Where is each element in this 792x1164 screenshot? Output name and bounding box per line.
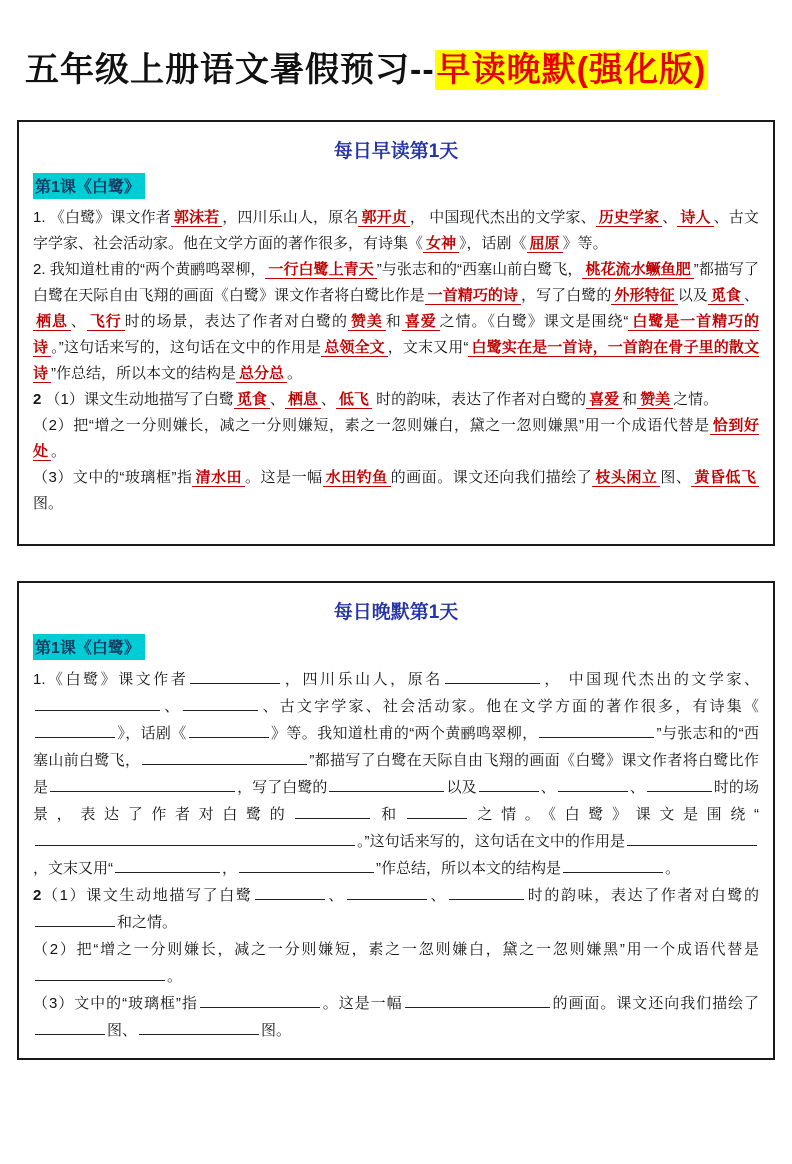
paragraph [33, 936, 759, 990]
blank-line [190, 668, 280, 684]
answer-text: 白鹭实在是一首诗，一首韵在骨子里的散文诗 [33, 339, 759, 382]
text-run: 、 [326, 887, 345, 904]
paragraph [33, 882, 759, 936]
text-run: 》等。 [562, 235, 608, 252]
text-run: ，写了白鹭的 [237, 779, 328, 796]
page-title [25, 42, 768, 91]
text-run: ，四川乐山人，原名 [222, 209, 359, 226]
blank-line [35, 695, 160, 711]
text-run: （3）文中的“玻璃框”指 [33, 469, 193, 486]
text-run: （1）课文生动地描写了白鹭 [41, 887, 253, 904]
lesson-tag: 第1课《白鹭》 [33, 173, 145, 199]
text-run: 、 [269, 391, 285, 408]
text-run: 。”这句话来写的，这句话在文中的作用是 [357, 833, 625, 850]
text-run: 。 [167, 968, 183, 985]
blank-line [329, 776, 444, 792]
text-run: ”都描写了白鹭在天际自由飞翔的画面《白鹭》课文作者将白鹭比作是 [33, 752, 759, 796]
text-run: 。 [665, 860, 681, 877]
answer-text: 赞美 [348, 313, 386, 331]
answer-text: 郭开贞 [358, 209, 409, 227]
text-run: 、 [70, 313, 87, 330]
paragraph [33, 387, 759, 413]
morning-reading-card [17, 120, 775, 546]
text-run: 以及 [446, 779, 477, 796]
answer-text: 觅食 [234, 391, 270, 409]
blank-line [35, 830, 355, 846]
text-run: 的画面。课文还向我们描绘了 [390, 469, 593, 486]
text-run: 图。 [33, 495, 64, 512]
text-run: 时的场景，表达了作者对白鹭的 [124, 313, 348, 330]
paragraph [33, 465, 759, 517]
text-run: （2）把“增之一分则嫌长，减之一分则嫌短，素之一忽则嫌白，黛之一忽则嫌黑”用一个成语代替是 [33, 941, 759, 958]
text-run: ”都描写了白鹭在天际自由飞翔的画面《白鹭》课文作者将白鹭比作是 [33, 261, 759, 304]
text-run: 、 [743, 287, 759, 304]
card-header-evening: 每日晚默第1天 [333, 602, 459, 623]
text-run: ，写了白鹭的 [521, 287, 612, 304]
item-number: 2 [33, 391, 42, 408]
answer-text: 郭沫若 [171, 209, 222, 227]
morning-content [33, 205, 759, 517]
paragraph [33, 413, 759, 465]
text-run: 和 [622, 391, 638, 408]
text-run: ”作总结，所以本文的结构是 [376, 860, 562, 877]
text-run: 和 [372, 806, 405, 823]
text-run: 、 [662, 209, 678, 226]
answer-text: 水田钓鱼 [323, 469, 391, 487]
blank-line [189, 722, 269, 738]
card-header-morning: 每日早读第1天 [333, 141, 459, 162]
text-run: 、古文字学家、社会活动家。他在文学方面的著作很多，有诗集《 [33, 209, 759, 252]
text-run: ，文末又用“ [387, 339, 469, 356]
text-run: 时的韵味，表达了作者对白鹭的 [371, 391, 587, 408]
text-run: 的画面。课文还向我们描绘了 [551, 995, 759, 1012]
text-run: ”与张志和的“西塞山前白鹭飞， [33, 725, 759, 769]
paragraph [33, 990, 759, 1044]
answer-text: 历史学家 [596, 209, 663, 227]
text-run: （2）把“增之一分则嫌长，减之一分则嫌短，素之一忽则嫌白，黛之一忽则嫌黑”用一个成语代替是 [33, 417, 710, 434]
text-run: 、 [540, 779, 556, 796]
text-run: ，文末又用“ [33, 860, 113, 877]
text-run: 时的韵味，表达了作者对白鹭的 [526, 887, 759, 904]
blank-line [558, 776, 628, 792]
blank-line [295, 803, 370, 819]
answer-text: 喜爱 [402, 313, 440, 331]
text-run: 、 [320, 391, 336, 408]
blank-line [627, 830, 757, 846]
blank-line [139, 1019, 259, 1035]
blank-line [445, 668, 540, 684]
text-run: 。这是一幅 [245, 469, 323, 486]
answer-text: 飞行 [87, 313, 125, 331]
answer-text: 清水田 [192, 469, 245, 487]
blank-line [407, 803, 467, 819]
text-run: 和之情。 [117, 914, 178, 931]
answer-text: 总分总 [236, 365, 287, 383]
blank-line [50, 776, 235, 792]
text-run: 1.《白鹭》课文作者 [33, 671, 189, 688]
text-run: ”作总结，所以本文的结构是 [51, 365, 237, 382]
text-run: 、 [428, 887, 448, 904]
text-run: 》，话剧《 [117, 725, 187, 742]
answer-text: 恰到好处 [33, 417, 759, 460]
text-run: 之情。《白鹭》课文是围绕“ [439, 313, 629, 330]
blank-line [35, 722, 115, 738]
answer-text: 桃花流水鳜鱼肥 [582, 261, 693, 279]
text-run: 图、 [107, 1022, 138, 1039]
item-number: 2 [33, 887, 42, 904]
paragraph [33, 666, 759, 882]
text-run: 。 [287, 365, 303, 382]
text-run: ”与张志和的“西塞山前白鹭飞， [376, 261, 583, 278]
blank-line [35, 965, 165, 981]
evening-dictation-card [17, 581, 775, 1060]
answer-text: 总领全文 [321, 339, 388, 357]
text-run: ， [222, 860, 238, 877]
text-run: 之情。 [673, 391, 719, 408]
text-run: 2. 我知道杜甫的“两个黄鹂鸣翠柳， [33, 261, 266, 278]
text-run: 时的场景，表达了作者对白鹭的 [33, 779, 759, 823]
text-run: （3）文中的“玻璃框”指 [33, 995, 198, 1012]
paragraph [33, 257, 759, 387]
text-run: ，四川乐山人，原名 [282, 671, 443, 688]
text-run: 》，话剧《 [459, 235, 527, 252]
blank-line [255, 884, 325, 900]
answer-text: 一首精巧的诗 [425, 287, 521, 305]
blank-line [35, 1019, 105, 1035]
answer-text: 栖息 [285, 391, 321, 409]
lesson-tag: 第1课《白鹭》 [33, 634, 145, 660]
text-run: （1）课文生动地描写了白鹭 [41, 391, 234, 408]
blank-line [183, 695, 258, 711]
blank-line [200, 992, 320, 1008]
text-run: 。”这句话来写的，这句话在文中的作用是 [51, 339, 322, 356]
blank-line [115, 857, 220, 873]
text-run: 。这是一幅 [321, 995, 403, 1012]
text-run: 以及 [677, 287, 708, 304]
answer-text: 外形特征 [611, 287, 677, 305]
blank-line [449, 884, 524, 900]
blank-line [142, 749, 307, 765]
text-run: 》等。我知道杜甫的“两个黄鹂鸣翠柳， [270, 725, 538, 742]
blank-line [479, 776, 539, 792]
answer-text: 一行白鹭上青天 [265, 261, 376, 279]
answer-text: 觅食 [708, 287, 744, 305]
text-run: 、 [162, 698, 182, 715]
answer-text: 白鹭是一首精巧的诗 [33, 313, 759, 356]
text-run: 。 [51, 443, 67, 460]
answer-text: 赞美 [637, 391, 673, 409]
answer-text: 枝头闲立 [592, 469, 660, 487]
answer-text: 黄昏低飞 [691, 469, 759, 487]
page-title-highlight: 早读晚默(强化版) [436, 51, 707, 89]
blank-line [539, 722, 654, 738]
paragraph [33, 205, 759, 257]
text-run: 图。 [261, 1022, 292, 1039]
text-run: 图、 [660, 469, 692, 486]
text-run: 、 [629, 779, 645, 796]
answer-text: 喜爱 [586, 391, 622, 409]
text-run: 和 [385, 313, 402, 330]
answer-text: 诗人 [677, 209, 713, 227]
blank-line [35, 911, 115, 927]
text-run: 之情。《白鹭》课文是围绕“ [468, 806, 759, 823]
blank-line [647, 776, 712, 792]
answer-text: 屈原 [527, 235, 563, 253]
text-run: 1. 《白鹭》课文作者 [33, 209, 171, 226]
blank-line [563, 857, 663, 873]
text-run: ， 中国现代杰出的文学家、 [541, 671, 759, 688]
answer-text: 低飞 [336, 391, 372, 409]
blank-line [239, 857, 374, 873]
text-run: 、古文字学家、社会活动家。他在文学方面的著作很多，有诗集《 [260, 698, 759, 715]
answer-text: 女神 [423, 235, 459, 253]
blank-line [347, 884, 427, 900]
evening-content [33, 666, 759, 1044]
page-title-prefix: 五年级上册语文暑假预习-- [25, 51, 435, 89]
text-run: ， 中国现代杰出的文学家、 [409, 209, 596, 226]
answer-text: 栖息 [33, 313, 71, 331]
blank-line [405, 992, 550, 1008]
